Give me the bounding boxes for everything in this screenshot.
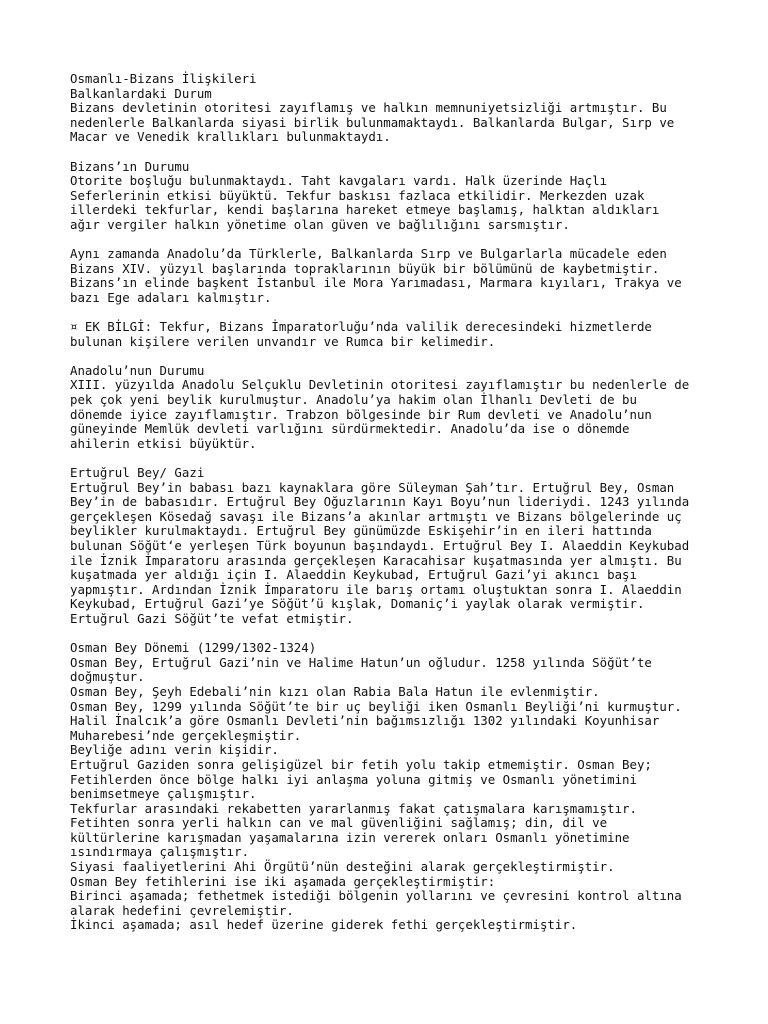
text-line: yapmıştır. Ardından İznik İmparatoru ile barış ortamı oluştuktan sonra I. Alaeddin: [70, 581, 682, 597]
text-line: Birinci aşamada; fethetmek istediği bölgenin yollarını ve çevresini kontrol altına: [70, 888, 682, 904]
paragraph-gap: [70, 349, 710, 364]
text-line: kültürlerine karışmadan yaşamalarına izin vererek onları Osmanlı yönetimine: [70, 829, 630, 845]
text-line: kuşatmada yer aldığı için I. Alaeddin Keykubad, Ertuğrul Gazi’yi akıncı başı: [70, 567, 637, 583]
text-line: Bizans’ın Durumu: [70, 158, 190, 174]
text-line: Osman Bey fetihlerini ise iki aşamada gerçekleştirmiştir:: [70, 873, 496, 889]
text-line: bulunan kişilere verilen unvandır ve Rumca bir kelimedir.: [70, 333, 496, 349]
text-line: illerdeki tekfurlar, kendi başlarına hareket etmeye başlamış, halktan aldıkları: [70, 202, 660, 218]
text-line: XIII. yüzyılda Anadolu Selçuklu Devletinin otoritesi zayıflamıştır bu nedenlerle de: [70, 377, 690, 393]
text-line: pek çok yeni beylik kurulmuştur. Anadolu’ya hakim olan İlhanlı Devleti de bu: [70, 392, 637, 408]
text-line: benimsetmeye çalışmıştır.: [70, 786, 257, 802]
paragraph-gap: [70, 627, 710, 642]
text-line: Bizans devletinin otoritesi zayıflamış ve halkın memnuniyetsizliği artmıştır. Bu: [70, 100, 667, 116]
text-block: [70, 320, 710, 349]
text-line: Siyasi faaliyetlerini Ahi Örgütü’nün desteğini alarak gerçekleştirmiştir.: [70, 859, 615, 875]
paragraph-gap: [70, 306, 710, 321]
text-line: Bizans XIV. yüzyıl başlarında topraklarının büyük bir bölümünü de kaybetmiştir.: [70, 260, 660, 276]
paragraph-gap: [70, 233, 710, 248]
text-line: Bey’in de babasıdır. Ertuğrul Bey Oğuzlarının Kayı Boyu’nun lideriydi. 1243 yılında: [70, 494, 690, 510]
text-line: Osman Bey Dönemi (1299/1302-1324): [70, 640, 317, 656]
text-line: Aynı zamanda Anadolu’da Türklerle, Balkanlarda Sırp ve Bulgarlarla mücadele eden: [70, 246, 667, 262]
text-line: Fetihten sonra yerli halkın can ve mal güvenliğini sağlamış; din, dil ve: [70, 815, 608, 831]
text-line: Otorite boşluğu bulunmaktaydı. Taht kavgaları vardı. Halk üzerinde Haçlı: [70, 173, 608, 189]
text-line: dönemde iyice zayıflamıştır. Trabzon bölgesinde bir Rum devleti ve Anadolu’nun: [70, 406, 652, 422]
text-line: Osman Bey, Şeyh Edebali’nin kızı olan Rabia Bala Hatun ile evlenmiştir.: [70, 683, 600, 699]
text-line: gerçekleşen Kösedağ savaşı ile Bizans’a akınlar artmıştı ve Bizans bölgelerinde uç: [70, 508, 682, 524]
text-block: [70, 364, 710, 452]
text-line: Ertuğrul Bey/ Gazi: [70, 465, 205, 481]
text-line: Balkanlardaki Durum: [70, 85, 212, 101]
text-line: beylikler kurulmaktaydı. Ertuğrul Bey günümüzde Eskişehir’in en ileri hattında: [70, 523, 652, 539]
text-line: Ertuğrul Gazi Söğüt’te vefat etmiştir.: [70, 610, 354, 626]
text-line: ile İznik İmparatoru arasında gerçekleşen Karacahisar kuşatmasında yer almıştı. Bu: [70, 552, 682, 568]
paragraph-gap: [70, 451, 710, 466]
text-block: [70, 160, 710, 233]
text-line: Ertuğrul Gaziden sonra gelişigüzel bir fetih yolu takip etmemiştir. Osman Bey;: [70, 756, 652, 772]
text-block: [70, 72, 710, 145]
text-line: güneyinde Memlük devleti varlığını sürdürmektedir. Anadolu’da ise o dönemde: [70, 421, 630, 437]
text-line: ahilerin etkisi büyüktür.: [70, 435, 257, 451]
text-block: [70, 247, 710, 305]
text-line: doğmuştur.: [70, 669, 145, 685]
paragraph-gap: [70, 145, 710, 160]
document-page: [70, 72, 710, 933]
text-block: [70, 466, 710, 627]
text-line: ağır vergiler halkın yönetime olan güven ve bağlılığını sarsmıştır.: [70, 216, 570, 232]
text-line: Keykubad, Ertuğrul Gazi’ye Söğüt’ü kışlak, Domaniç’i yaylak olarak vermiştir.: [70, 596, 645, 612]
text-line: Ertuğrul Bey’in babası bazı kaynaklara göre Süleyman Şah’tır. Ertuğrul Bey, Osman: [70, 479, 675, 495]
text-block: [70, 641, 710, 933]
text-line: ¤ EK BİLGİ: Tekfur, Bizans İmparatorluğu’nda valilik derecesindeki hizmetlerde: [70, 319, 652, 335]
text-line: Tekfurlar arasındaki rekabetten yararlanmış fakat çatışmalara karışmamıştır.: [70, 800, 637, 816]
text-line: Bizans’ın elinde başkent İstanbul ile Mora Yarımadası, Marmara kıyıları, Trakya ve: [70, 275, 682, 291]
text-line: İkinci aşamada; asıl hedef üzerine giderek fethi gerçekleştirmiştir.: [70, 917, 578, 933]
text-line: Beyliğe adını verin kişidir.: [70, 742, 279, 758]
text-line: Muharebesi’nde gerçekleşmiştir.: [70, 727, 302, 743]
text-line: alarak hedefini çevrelemiştir.: [70, 902, 294, 918]
text-line: Macar ve Venedik krallıkları bulunmaktaydı.: [70, 129, 391, 145]
text-line: Anadolu’nun Durumu: [70, 362, 205, 378]
text-line: Osman Bey, 1299 yılında Söğüt’te bir uç beyliği iken Osmanlı Beyliği’ni kurmuştur.: [70, 698, 682, 714]
text-line: Halil İnalcık’a göre Osmanlı Devleti’nin bağımsızlığı 1302 yılındaki Koyunhisar: [70, 713, 660, 729]
text-line: Osman Bey, Ertuğrul Gazi’nin ve Halime Hatun’un oğludur. 1258 yılında Söğüt’te: [70, 654, 652, 670]
text-line: bazı Ege adaları kalmıştır.: [70, 289, 272, 305]
text-line: nedenlerle Balkanlarda siyasi birlik bulunmamaktaydı. Balkanlarda Bulgar, Sırp ve: [70, 114, 675, 130]
text-line: Seferlerinin etkisi büyüktü. Tekfur baskısı fazlaca etkilidir. Merkezden uzak: [70, 187, 645, 203]
text-line: Osmanlı-Bizans İlişkileri: [70, 71, 257, 86]
text-line: Fetihlerden önce bölge halkı iyi anlaşma yoluna gitmiş ve Osmanlı yönetimini: [70, 771, 637, 787]
text-line: ısındırmaya çalışmıştır.: [70, 844, 250, 860]
text-line: bulunan Söğüt‘e yerleşen Türk boyunun başındaydı. Ertuğrul Bey I. Alaeddin Keykubad: [70, 538, 690, 553]
